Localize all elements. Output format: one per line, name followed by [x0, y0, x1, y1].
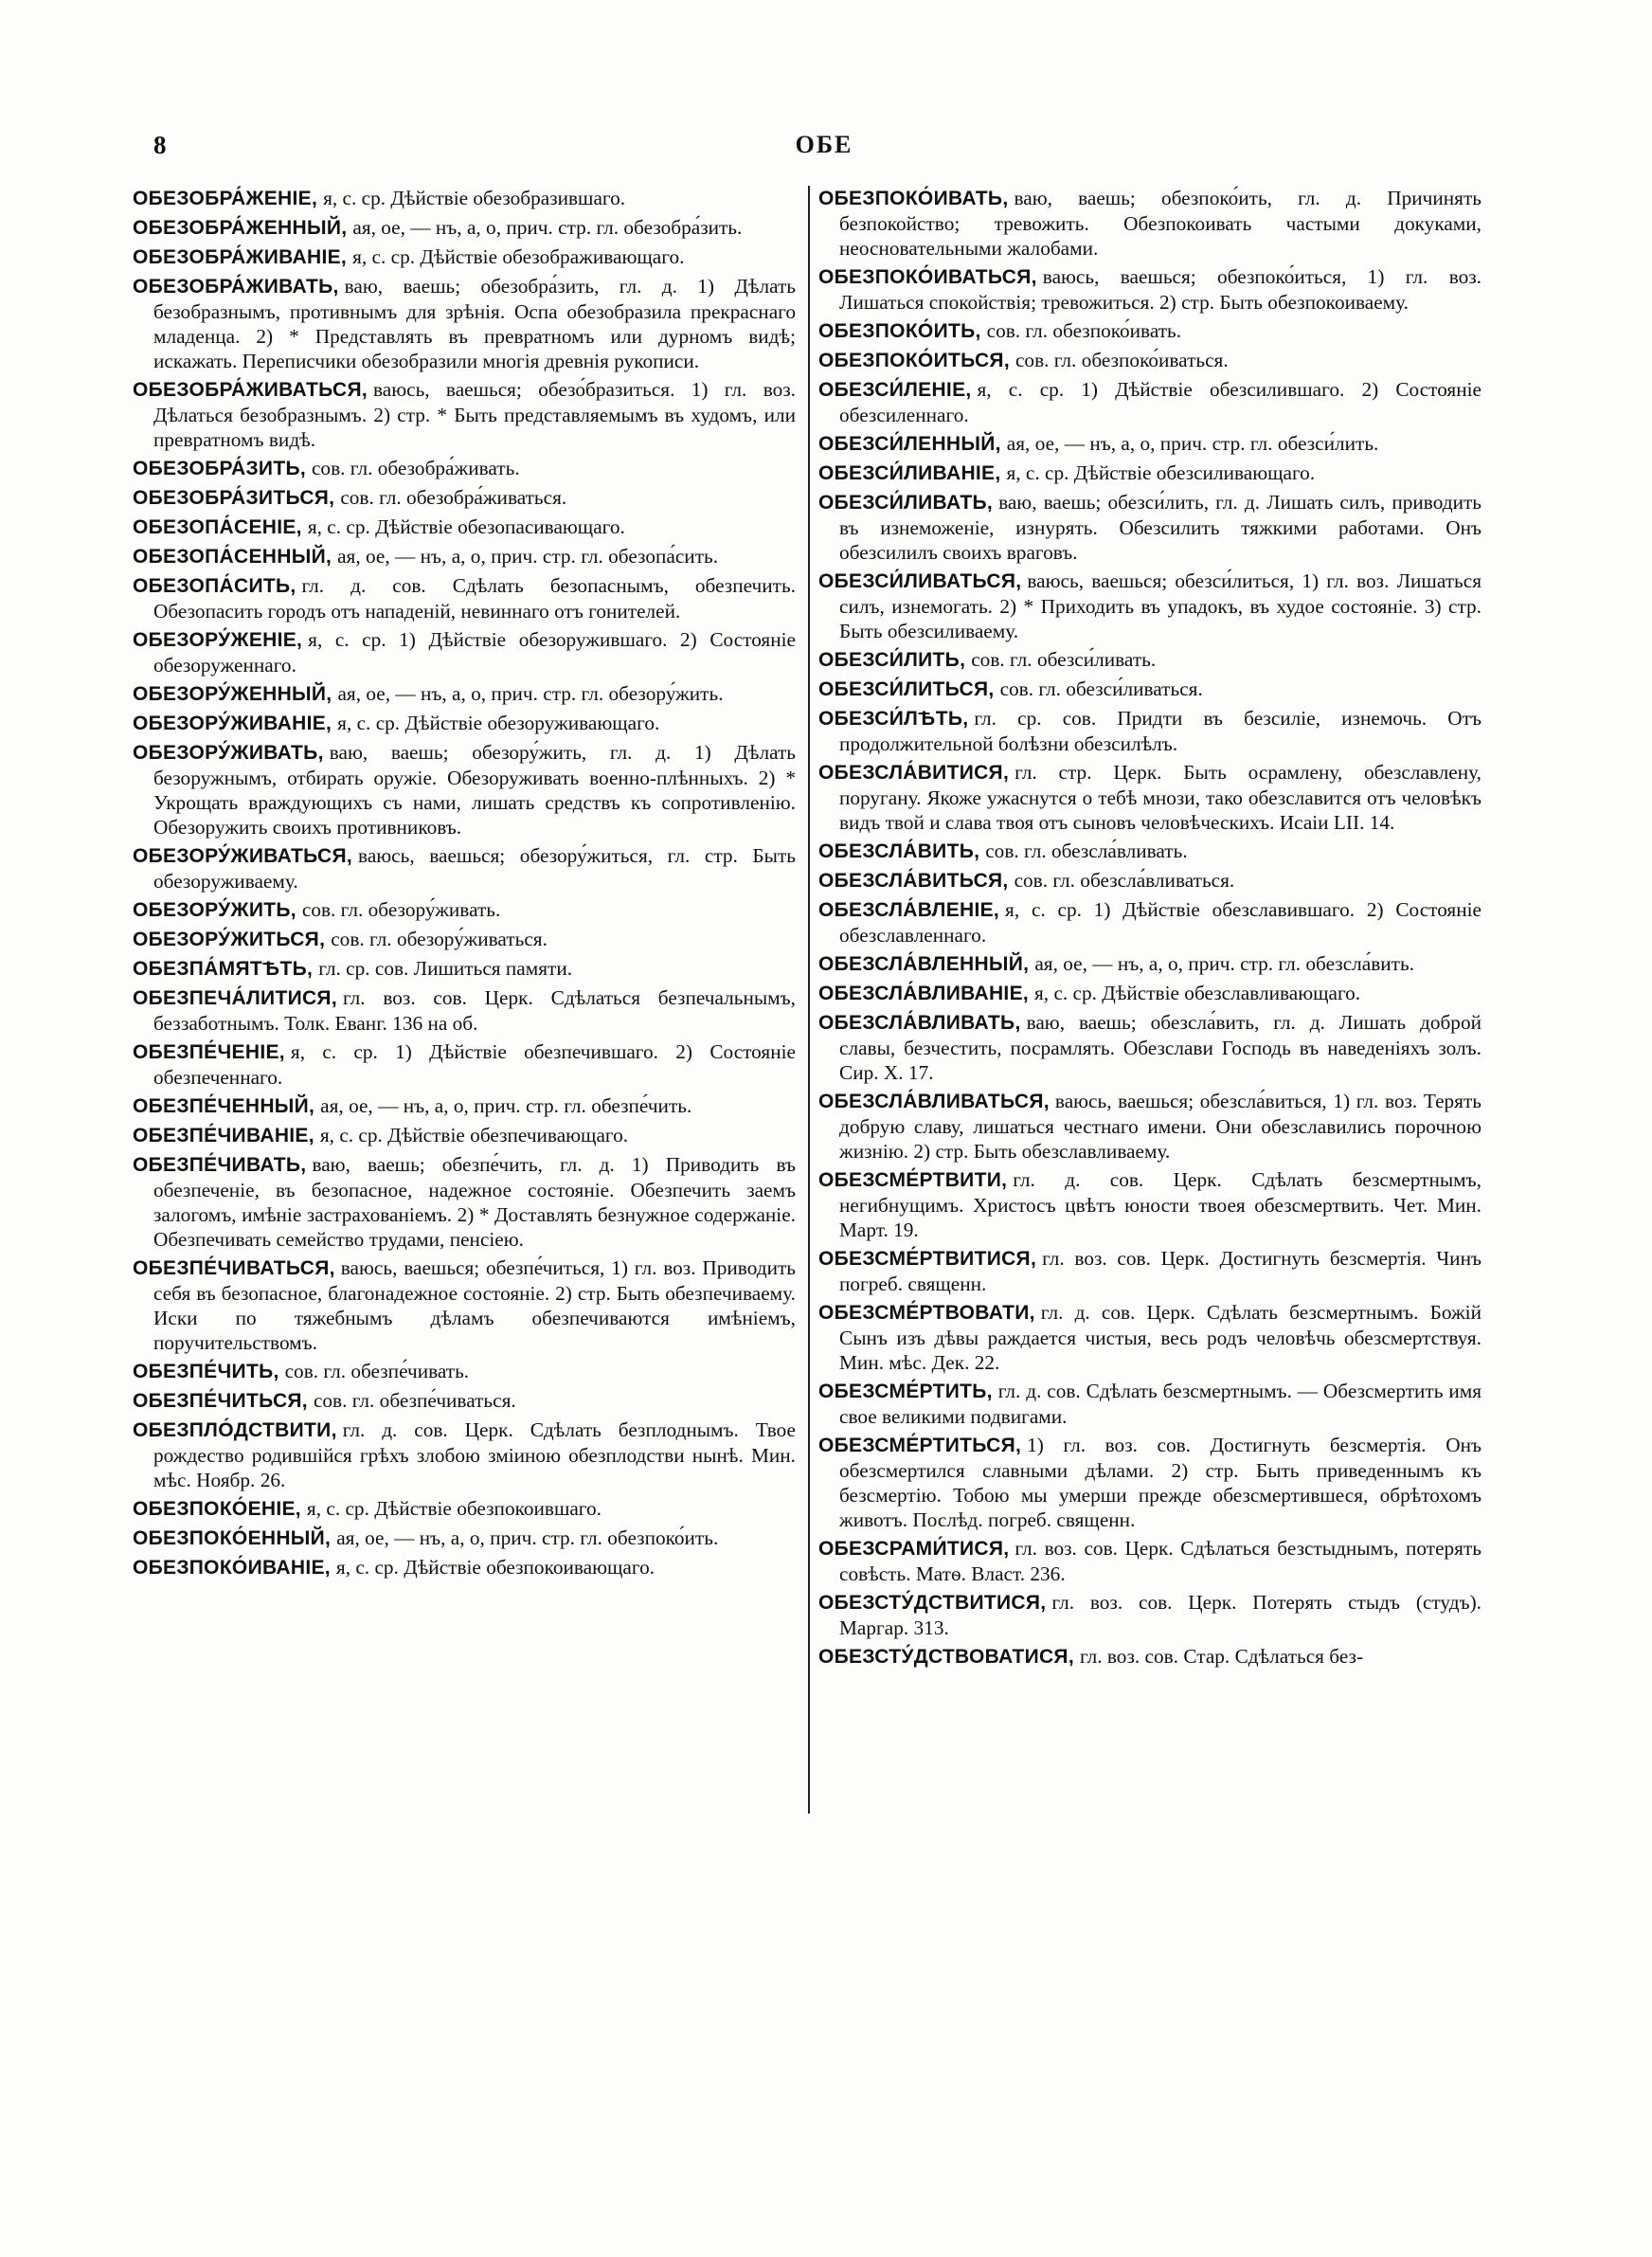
entry-definition: гл. воз. сов. Церк. Достигнуть безсмертія. Чинъ погреб. священн.: [839, 1247, 1481, 1295]
dictionary-entry: [133, 1555, 796, 1580]
entry-headword: ОБЕЗСМЕ́РТВОВАТИ,: [818, 1302, 1035, 1324]
entry-headword: ОБЕЗОПА́СЕНІЕ,: [133, 516, 302, 538]
entry-definition: сов. гл. обезси́ливаться.: [999, 677, 1203, 700]
entry-definition: ваю, ваешь; обезси́лить, гл. д. Лишать силъ, приводить въ изнеможеніе, изнурять. Обезсилить тяжкими работами. Онъ обезсилилъ своихъ враговъ.: [839, 491, 1481, 564]
entry-definition: я, с. ср. Дѣйствіе обезсиливающаго.: [1006, 461, 1316, 484]
entry-definition: я, с. ср. Дѣйствіе обезславливающаго.: [1034, 982, 1361, 1004]
entry-headword: ОБЕЗОБРА́ЖЕННЫЙ,: [133, 217, 348, 239]
entry-headword: ОБЕЗСИ́ЛИВАНІЕ,: [818, 462, 1001, 484]
entry-headword: ОБЕЗСЛА́ВИТЬСЯ,: [818, 870, 1009, 892]
entry-definition: гл. воз. сов. Церк. Потерять стыдъ (студъ). Маргар. 313.: [839, 1591, 1481, 1639]
entry-headword: ОБЕЗПОКО́ИТЬ,: [818, 320, 981, 342]
dictionary-entry: [818, 951, 1481, 977]
entry-definition: гл. д. сов. Церк. Сдѣлать безплоднымъ. Твое рождество родившійся грѣхъ злобою зміиною обезплодстви нынѣ. Мин. мѣс. Ноябр. 26.: [153, 1418, 796, 1491]
entry-headword: ОБЕЗСМЕ́РТВИТИСЯ,: [818, 1248, 1037, 1270]
entry-headword: ОБЕЗПЕ́ЧЕННЫЙ,: [133, 1095, 315, 1117]
entry-definition: я, с. ср. Дѣйствіе обезпечивающаго.: [319, 1124, 629, 1147]
entry-headword: ОБЕЗПОКО́ИВАТЬСЯ,: [818, 266, 1037, 288]
dictionary-entry: [133, 843, 796, 894]
entry-definition: ая, ое, — нъ, а, о, прич. стр. гл. обезору́жить.: [337, 682, 724, 705]
dictionary-entry: [133, 1039, 796, 1090]
dictionary-entry: [818, 1433, 1481, 1532]
entry-headword: ОБЕЗСЛА́ВЛИВАТЬСЯ,: [818, 1091, 1050, 1112]
entry-headword: ОБЕЗСТУ́ДСТВИТИСЯ,: [818, 1592, 1047, 1614]
entry-headword: ОБЕЗПЕ́ЧИТЬ,: [133, 1361, 279, 1382]
dictionary-entry: [133, 573, 796, 623]
entry-headword: ОБЕЗПЕ́ЧИВАТЬСЯ,: [133, 1257, 335, 1279]
dictionary-entry: [133, 1093, 796, 1119]
entry-definition: сов. гл. обезору́живаться.: [331, 928, 548, 950]
entry-definition: гл. д. сов. Сдѣлать безопаснымъ, обезпечить. Обезопасить городъ отъ нападеній, невиннаго отъ гонителей.: [153, 574, 796, 623]
entry-headword: ОБЕЗСМЕ́РТИТЬ,: [818, 1381, 993, 1402]
dictionary-entry: [818, 706, 1481, 756]
entry-headword: ОБЕЗПОКО́ЕННЫЙ,: [133, 1527, 332, 1549]
entry-headword: ОБЕЗПЛО́ДСТВИТИ,: [133, 1419, 337, 1441]
entry-definition: гл. воз. сов. Церк. Сдѣлаться безстыднымъ, потерять совѣсть. Матѳ. Власт. 236.: [839, 1537, 1481, 1585]
entry-definition: я, с. ср. Дѣйствіе обезопасивающаго.: [307, 515, 625, 538]
entry-definition: ваюсь, ваешься; обезо́бразиться. 1) гл. воз. Дѣлаться безобразнымъ. 2) стр. * Быть представляемымъ въ худомъ, или превратномъ видѣ.: [153, 378, 796, 451]
dictionary-entry: [133, 544, 796, 569]
dictionary-entry: [133, 681, 796, 707]
entry-definition: сов. гл. обезпе́чивать.: [284, 1360, 470, 1382]
dictionary-entry: [133, 897, 796, 923]
entry-definition: ваю, ваешь; обезпоко́ить, гл. д. Причинять безпокойство; тревожить. Обезпокоивать частыми докуками, неосновательными жалобами.: [839, 187, 1481, 260]
entry-definition: я, с. ср. 1) Дѣйствіе обезсилившаго. 2) Состояніе обезсиленнаго.: [839, 378, 1481, 426]
entry-headword: ОБЕЗОБРА́ЖИВАТЬ,: [133, 276, 339, 298]
entry-definition: 1) гл. воз. сов. Достигнуть безсмертія. Онъ обезсмертился славными дѣлами. 2) стр. Быть приведеннымъ къ безсмертію. Тобою мы умерши прежде обезсмертившеся, обрѣтохомъ животъ. Послѣд. погреб. священн.: [839, 1434, 1481, 1531]
entry-headword: ОБЕЗСРАМИ́ТИСЯ,: [818, 1538, 1010, 1560]
entry-definition: гл. стр. Церк. Быть осрамлену, обезславлену, поругану. Якоже ужаснутся о тебѣ мнози, тако обезславится отъ человѣкъ видъ твой и слава твоя отъ сыновъ человѣческихъ. Исаіи LII. 14.: [839, 761, 1481, 834]
dictionary-entry: [133, 1123, 796, 1148]
entry-headword: ОБЕЗОРУ́ЖИВАТЬСЯ,: [133, 845, 353, 867]
entry-headword: ОБЕЗПЕ́ЧИТЬСЯ,: [133, 1390, 308, 1412]
dictionary-entry: [133, 1388, 796, 1414]
entry-definition: гл. воз. сов. Стар. Сдѣлаться без-: [1079, 1645, 1364, 1668]
dictionary-entry: [818, 1300, 1481, 1375]
page-number: 8: [153, 131, 167, 159]
dictionary-entry: [133, 1417, 796, 1492]
entry-headword: ОБЕЗОБРА́ЖИВАТЬСЯ,: [133, 379, 368, 401]
dictionary-entry: [818, 264, 1481, 315]
entry-definition: гл. воз. сов. Церк. Сдѣлаться безпечальнымъ, беззаботнымъ. Толк. Еванг. 136 на об.: [153, 986, 796, 1035]
dictionary-entry: [133, 456, 796, 481]
entry-headword: ОБЕЗПОКО́ИВАТЬ,: [818, 188, 1009, 209]
entry-headword: ОБЕЗСИ́ЛИВАТЬСЯ,: [818, 570, 1022, 592]
dictionary-entry: [818, 1010, 1481, 1085]
entry-definition: я, с. ср. Дѣйствіе обезпокоившаго.: [306, 1497, 602, 1520]
entry-definition: ваю, ваешь; обезсла́вить, гл. д. Лишать доброй славы, безчестить, посрамлять. Обезслави Господь въ наведеніяхъ золъ. Сир. X. 17.: [839, 1011, 1481, 1084]
entry-headword: ОБЕЗСИ́ЛИВАТЬ,: [818, 492, 994, 514]
entry-headword: ОБЕЗСТУ́ДСТВОВАТИСЯ,: [818, 1646, 1074, 1668]
entry-definition: ваю, ваешь; обезпе́чить, гл. д. 1) Приводить въ обезпеченіе, въ безопасное, надежное состояніе. Обезпечить заемъ залогомъ, имѣніе застрахованіемъ. 2) * Доставлять безнужное содержаніе. Обезпечивать семейство трудами, пенсіею.: [153, 1153, 796, 1251]
entry-definition: ая, ое, — нъ, а, о, прич. стр. гл. обезпе́чить.: [320, 1094, 692, 1117]
entry-definition: я, с. ср. Дѣйствіе обезпокоивающаго.: [335, 1556, 655, 1579]
dictionary-entry: [133, 515, 796, 540]
entry-definition: ваю, ваешь; обезобра́зить, гл. д. 1) Дѣлать безобразнымъ, противнымъ для зрѣнія. Оспа обезобразила прекраснаго младенца. 2) * Представлять въ превратномъ или дурномъ видѣ; искажать. Переписчики обезобразили многія древнія рукописи.: [153, 275, 796, 372]
entry-headword: ОБЕЗОРУ́ЖИТЬ,: [133, 899, 296, 921]
entry-headword: ОБЕЗСИ́ЛЕННЫЙ,: [818, 433, 1001, 455]
entry-headword: ОБЕЗПА́МЯТѢТЬ,: [133, 958, 314, 980]
dictionary-entry: [133, 1359, 796, 1384]
entry-definition: ваюсь, ваешься; обезси́литься, 1) гл. воз. Лишаться силъ, изнемогать. 2) * Приходить въ упадокъ, въ худое состояніе. 3) стр. Быть обезсиливаему.: [839, 569, 1481, 642]
entry-headword: ОБЕЗОРУ́ЖЕНІЕ,: [133, 629, 303, 651]
entry-headword: ОБЕЗПОКО́ИВАНІЕ,: [133, 1557, 331, 1579]
entry-definition: я, с. ср. 1) Дѣйствіе обезславившаго. 2) Состояніе обезславленнаго.: [839, 898, 1481, 947]
entry-definition: сов. гл. обезобра́живаться.: [340, 486, 567, 509]
entry-headword: ОБЕЗСМЕ́РТИТЬСЯ,: [818, 1435, 1022, 1456]
dictionary-entry: [818, 348, 1481, 373]
entry-headword: ОБЕЗПЕ́ЧИВАТЬ,: [133, 1154, 307, 1176]
dictionary-entry: [133, 485, 796, 511]
page-header: [133, 131, 1516, 169]
entry-definition: сов. гл. обезпе́чиваться.: [313, 1389, 516, 1412]
entry-definition: гл. д. сов. Сдѣлать безсмертнымъ. — Обезсмертить имя свое великими подвигами.: [839, 1380, 1481, 1428]
entry-definition: гл. д. сов. Церк. Сдѣлать безсмертнымъ. Божій Сынъ изъ дѣвы раждается чистыя, весь родъ человѣчь обезсмертствуя. Мин. мѣс. Дек. 22.: [839, 1301, 1481, 1374]
entry-definition: ая, ое, — нъ, а, о, прич. стр. гл. обезсла́вить.: [1034, 952, 1415, 975]
entry-headword: ОБЕЗОБРА́ЗИТЬ,: [133, 458, 306, 479]
entry-definition: ая, ое, — нъ, а, о, прич. стр. гл. обезпоко́ить.: [336, 1526, 719, 1549]
dictionary-entry: [818, 677, 1481, 702]
dictionary-entry: [133, 215, 796, 241]
entry-headword: ОБЕЗСЛА́ВЛИВАТЬ,: [818, 1012, 1021, 1034]
entry-definition: ваюсь, ваешься; обезпе́читься, 1) гл. воз. Приводить себя въ безопасное, благонадежное состояніе. 2) стр. Быть обезпечиваему. Иски по тяжебнымъ дѣламъ обезпечиваются имѣніемъ, поручительствомъ.: [153, 1256, 796, 1354]
entry-headword: ОБЕЗОРУ́ЖИВАТЬ,: [133, 742, 324, 764]
entry-definition: сов. гл. обезпоко́ивать.: [986, 319, 1182, 342]
entry-definition: гл. ср. сов. Придти въ безсиліе, изнемочь. Отъ продолжительной болѣзни обезсилѣлъ.: [839, 707, 1481, 755]
entry-headword: ОБЕЗОРУ́ЖИВАНІЕ,: [133, 713, 332, 734]
dictionary-entry: [818, 431, 1481, 457]
dictionary-entry: [133, 1255, 796, 1355]
entry-headword: ОБЕЗСИ́ЛИТЬ,: [818, 649, 966, 671]
entry-headword: ОБЕЗОРУ́ЖЕННЫЙ,: [133, 683, 332, 705]
entry-headword: ОБЕЗСЛА́ВЛЕННЫЙ,: [818, 953, 1030, 975]
entry-definition: я, с. ср. Дѣйствіе обезоруживающаго.: [337, 712, 660, 734]
dictionary-entry: [133, 377, 796, 452]
dictionary-entry: [133, 740, 796, 840]
entry-definition: сов. гл. обезпоко́иваться.: [1015, 349, 1229, 371]
entry-definition: я, с. ср. Дѣйствіе обезображивающаго.: [352, 245, 685, 268]
dictionary-entry: [818, 490, 1481, 565]
entry-definition: ая, ое, — нъ, а, о, прич. стр. гл. обезси́лить.: [1006, 432, 1379, 455]
running-head: ОБЕ: [795, 131, 853, 158]
entry-headword: ОБЕЗСМЕ́РТВИТИ,: [818, 1169, 1008, 1191]
dictionary-entry: [818, 897, 1481, 948]
dictionary-entry: [818, 1246, 1481, 1296]
entry-definition: сов. гл. обезору́живать.: [301, 898, 501, 921]
entry-definition: сов. гл. обезси́ливать.: [971, 648, 1157, 671]
left-column: [133, 186, 796, 1584]
dictionary-entry: [818, 1167, 1481, 1242]
entry-definition: ваюсь, ваешься; обезору́житься, гл. стр. Быть обезоруживаему.: [153, 844, 796, 893]
dictionary-entry: [133, 927, 796, 952]
dictionary-entry: [818, 1536, 1481, 1586]
dictionary-entry: [133, 627, 796, 677]
entry-headword: ОБЕЗПЕЧА́ЛИТИСЯ,: [133, 987, 337, 1009]
entry-definition: ваюсь, ваешься; обезпоко́иться, 1) гл. воз. Лишаться спокойствія; тревожиться. 2) стр. Быть обезпокоиваему.: [839, 265, 1481, 314]
dictionary-entry: [133, 186, 796, 211]
entry-definition: я, с. ср. 1) Дѣйствіе обезпечившаго. 2) Состояніе обезпеченнаго.: [153, 1040, 796, 1089]
dictionary-entry: [133, 985, 796, 1036]
right-column: [818, 186, 1481, 1673]
entry-headword: ОБЕЗОБРА́ЖИВАНІЕ,: [133, 246, 348, 268]
dictionary-entry: [818, 981, 1481, 1006]
dictionary-entry: [818, 1590, 1481, 1640]
entry-headword: ОБЕЗПЕ́ЧЕНІЕ,: [133, 1041, 285, 1063]
dictionary-entry: [818, 1379, 1481, 1429]
dictionary-entry: [818, 377, 1481, 427]
entry-headword: ОБЕЗПЕ́ЧИВАНІЕ,: [133, 1125, 314, 1147]
entry-headword: ОБЕЗОПА́СЕННЫЙ,: [133, 546, 332, 568]
dictionary-entry: [133, 711, 796, 736]
dictionary-entry: [133, 956, 796, 982]
entry-headword: ОБЕЗОПА́СИТЬ,: [133, 575, 296, 597]
entry-definition: сов. гл. обезсла́вливать.: [985, 840, 1188, 862]
dictionary-entry: [818, 760, 1481, 835]
entry-definition: ваю, ваешь; обезору́жить, гл. д. 1) Дѣлать безоружнымъ, отбирать оружіе. Обезоруживать военно-плѣнныхъ. 2) * Укрощать враждующихъ съ нами, лишать средствъ къ сопротивленію. Обезоружить своихъ противниковъ.: [153, 741, 796, 839]
dictionary-entry: [133, 1526, 796, 1551]
entry-headword: ОБЕЗОБРА́ЗИТЬСЯ,: [133, 487, 335, 509]
dictionary-entry: [818, 318, 1481, 344]
entry-definition: я, с. ср. 1) Дѣйствіе обезоружившаго. 2) Состояніе обезоруженнаго.: [153, 628, 796, 677]
entry-definition: гл. ср. сов. Лишиться памяти.: [318, 957, 573, 980]
entry-definition: ая, ое, — нъ, а, о, прич. стр. гл. обезопа́сить.: [337, 545, 719, 568]
entry-headword: ОБЕЗСИ́ЛѢТЬ,: [818, 708, 969, 730]
dictionary-entry: [818, 647, 1481, 673]
entry-headword: ОБЕЗОРУ́ЖИТЬСЯ,: [133, 929, 326, 950]
dictionary-entry: [133, 244, 796, 270]
entry-definition: гл. д. сов. Церк. Сдѣлать безсмертнымъ, негибнущимъ. Христосъ цвѣтъ юности твоея обезсмертвить. Чет. Мин. Март. 19.: [839, 1168, 1481, 1241]
dictionary-entry: [818, 868, 1481, 894]
entry-definition: ваюсь, ваешься; обезсла́виться, 1) гл. воз. Терять добрую славу, лишаться честнаго имени. Они обезславились порочною жизнію. 2) стр. Быть обезславливаему.: [839, 1090, 1481, 1163]
dictionary-entry: [818, 569, 1481, 643]
entry-definition: сов. гл. обезобра́живать.: [311, 457, 520, 479]
dictionary-entry: [818, 839, 1481, 864]
entry-headword: ОБЕЗСЛА́ВЛЕНІЕ,: [818, 899, 1000, 921]
entry-headword: ОБЕЗСИ́ЛЕНІЕ,: [818, 379, 972, 401]
entry-headword: ОБЕЗПОКО́ИТЬСЯ,: [818, 350, 1010, 371]
entry-definition: сов. гл. обезсла́вливаться.: [1014, 869, 1235, 892]
entry-headword: ОБЕЗПОКО́ЕНІЕ,: [133, 1498, 301, 1520]
dictionary-entry: [818, 1089, 1481, 1164]
entry-headword: ОБЕЗСИ́ЛИТЬСЯ,: [818, 678, 995, 700]
dictionary-entry: [818, 460, 1481, 486]
entry-headword: ОБЕЗСЛА́ВИТИСЯ,: [818, 762, 1010, 784]
entry-definition: ая, ое, — нъ, а, о, прич. стр. гл. обезобра́зить.: [352, 216, 743, 239]
entry-headword: ОБЕЗОБРА́ЖЕНІЕ,: [133, 188, 318, 209]
entry-headword: ОБЕЗСЛА́ВИТЬ,: [818, 840, 980, 862]
dictionary-entry: [133, 274, 796, 373]
column-divider: [808, 186, 810, 1814]
dictionary-entry: [818, 186, 1481, 261]
entry-headword: ОБЕЗСЛА́ВЛИВАНІЕ,: [818, 983, 1030, 1004]
dictionary-entry: [133, 1496, 796, 1522]
dictionary-entry: [133, 1152, 796, 1252]
dictionary-entry: [818, 1644, 1481, 1670]
entry-definition: я, с. ср. Дѣйствіе обезобразившаго.: [323, 187, 626, 209]
